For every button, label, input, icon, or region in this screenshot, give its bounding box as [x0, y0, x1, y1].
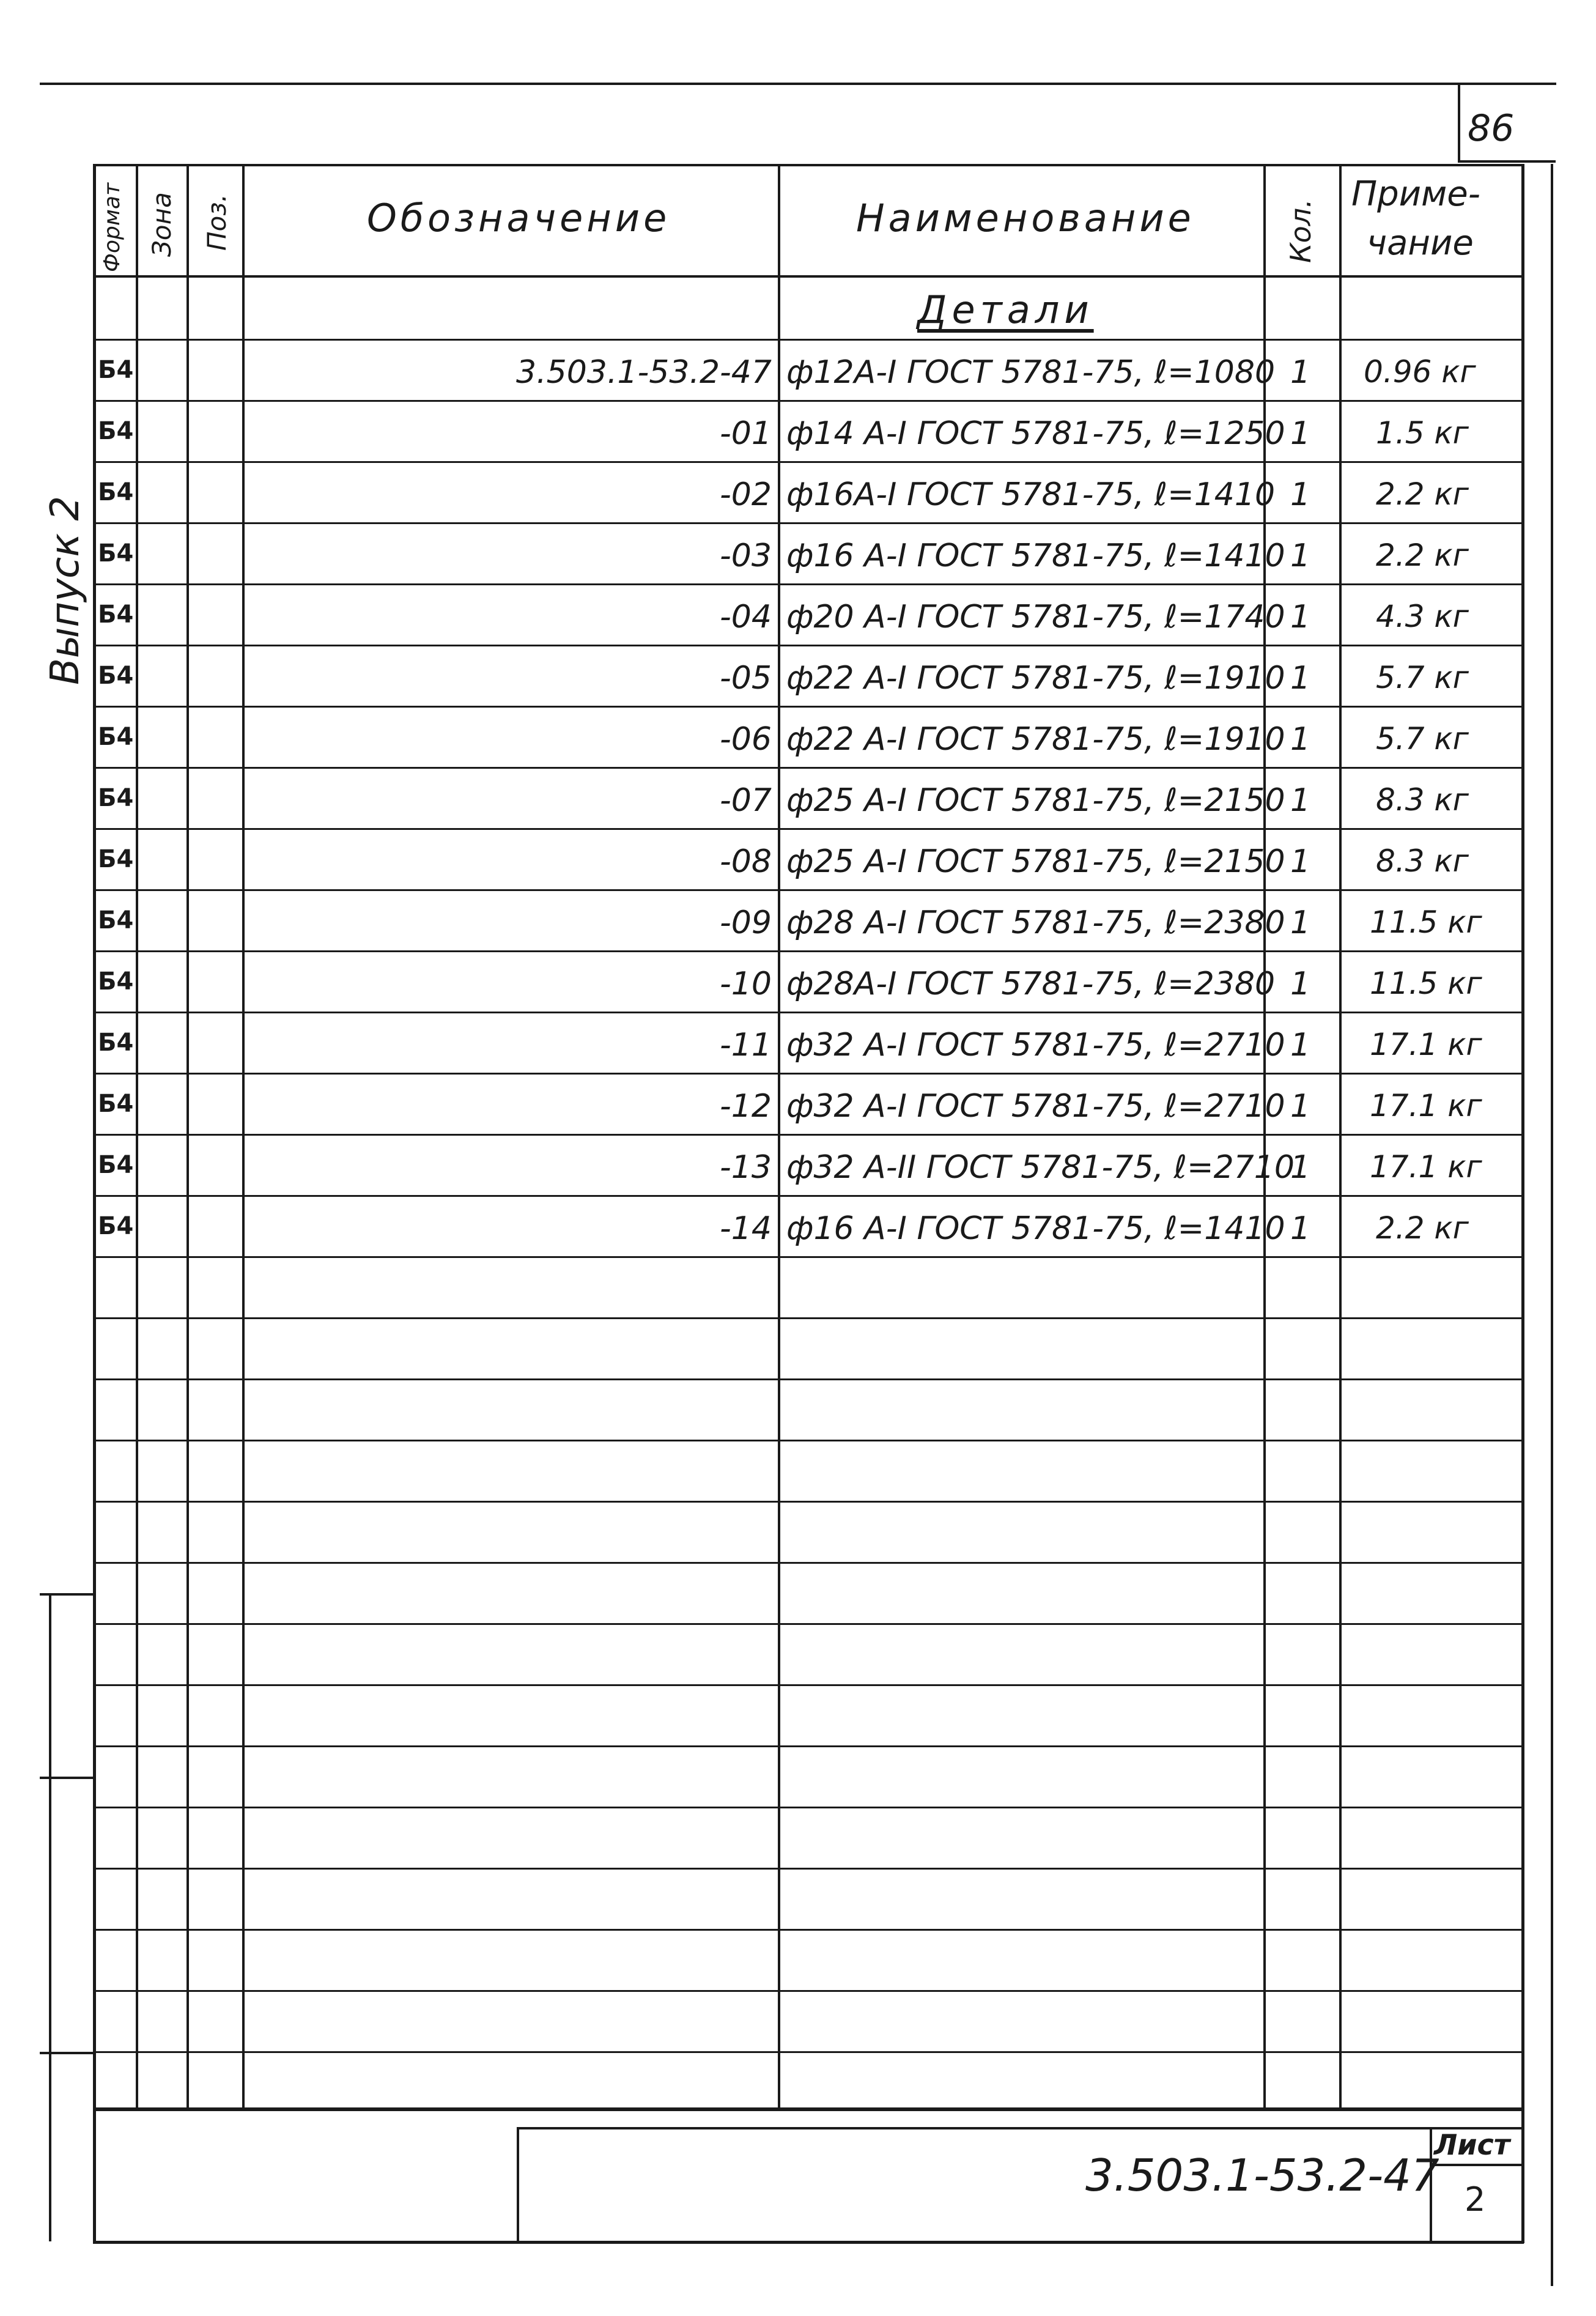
row-quantity: 1 [1290, 721, 1311, 758]
col-line-designation [778, 164, 780, 2109]
row-note: 2.2 кг [1376, 1210, 1469, 1246]
row-designation: -02 [720, 476, 772, 513]
row-designation: -07 [720, 782, 772, 819]
header-position: Поз. [202, 194, 232, 251]
page-number: 86 [1468, 107, 1515, 150]
row-format: Б4 [98, 662, 134, 690]
row-format: Б4 [98, 1151, 134, 1179]
row-format: Б4 [98, 845, 134, 873]
row-line [93, 1012, 1524, 1013]
row-note: 8.3 кг [1376, 843, 1469, 879]
row-line [93, 1868, 1524, 1870]
title-block-inner-left [517, 2127, 519, 2243]
row-line [93, 1990, 1524, 1992]
row-designation: -04 [720, 599, 772, 635]
page-number-box-left [1458, 83, 1460, 162]
row-format: Б4 [98, 784, 134, 812]
side-strip-line [40, 1777, 95, 1779]
row-designation: -10 [720, 966, 772, 1002]
row-line [93, 889, 1524, 891]
row-quantity: 1 [1290, 599, 1311, 635]
row-line [93, 1134, 1524, 1136]
row-quantity: 1 [1290, 1088, 1311, 1125]
sheet-label: Лист [1434, 2128, 1510, 2161]
row-line [93, 1317, 1524, 1319]
row-name: ф32 А-I ГОСТ 5781-75, ℓ=2710 [786, 1027, 1285, 1064]
row-line [93, 1684, 1524, 1686]
row-line [93, 522, 1524, 524]
col-line-quantity [1339, 164, 1342, 2109]
col-line-position [242, 164, 245, 2109]
col-line-zone [187, 164, 189, 2109]
row-line [93, 1501, 1524, 1503]
row-designation: -06 [720, 721, 772, 758]
row-line [93, 1745, 1524, 1747]
row-designation: -01 [720, 415, 772, 452]
row-quantity: 1 [1290, 1210, 1311, 1247]
row-line [93, 583, 1524, 585]
row-line [93, 645, 1524, 646]
row-line [93, 400, 1524, 402]
row-line [93, 1623, 1524, 1625]
row-line [93, 339, 1524, 341]
row-note: 11.5 кг [1370, 966, 1482, 1001]
row-format: Б4 [98, 417, 134, 445]
sheet-number: 2 [1465, 2180, 1486, 2219]
row-format: Б4 [98, 723, 134, 751]
row-note: 17.1 кг [1370, 1149, 1482, 1185]
frame-right-line [1521, 164, 1524, 2243]
row-name: ф16 А-I ГОСТ 5781-75, ℓ=1410 [786, 1210, 1285, 1247]
row-designation: -11 [720, 1027, 772, 1064]
row-line [93, 1195, 1524, 1197]
row-note: 17.1 кг [1370, 1027, 1482, 1062]
row-line [93, 1256, 1524, 1258]
col-line-format [136, 164, 138, 2109]
row-line [93, 1807, 1524, 1808]
row-designation: 3.503.1-53.2-47 [516, 354, 772, 391]
row-name: ф28А-I ГОСТ 5781-75, ℓ=2380 [786, 966, 1276, 1002]
row-line [93, 1378, 1524, 1380]
row-designation: -05 [720, 660, 772, 697]
row-note: 5.7 кг [1376, 660, 1469, 695]
title-block-inner-top [517, 2127, 1524, 2129]
row-format: Б4 [98, 1090, 134, 1118]
title-block-top-line [93, 2107, 1524, 2111]
row-quantity: 1 [1290, 660, 1311, 697]
header-name: Наименование [856, 196, 1195, 240]
row-designation: -03 [720, 538, 772, 574]
row-format: Б4 [98, 967, 134, 996]
row-format: Б4 [98, 1212, 134, 1240]
row-format: Б4 [98, 906, 134, 934]
side-strip-line [40, 2052, 95, 2054]
row-note: 8.3 кг [1376, 782, 1469, 818]
row-note: 11.5 кг [1370, 905, 1482, 940]
row-line [93, 706, 1524, 708]
outer-right-line [1551, 164, 1553, 2286]
row-quantity: 1 [1290, 966, 1311, 1002]
sheet-box-divider [1430, 2164, 1524, 2166]
row-format: Б4 [98, 478, 134, 506]
row-line [93, 767, 1524, 769]
row-designation: -13 [720, 1149, 772, 1186]
row-line [93, 828, 1524, 830]
row-designation: -14 [720, 1210, 772, 1247]
row-line [93, 1929, 1524, 1931]
row-line [93, 2051, 1524, 2053]
row-name: ф32 А-I ГОСТ 5781-75, ℓ=2710 [786, 1088, 1285, 1125]
header-designation: Обозначение [367, 196, 671, 240]
row-designation: -09 [720, 905, 772, 941]
side-label: Выпуск 2 [43, 495, 88, 685]
row-note: 4.3 кг [1376, 599, 1469, 634]
row-name: ф22 А-I ГОСТ 5781-75, ℓ=1910 [786, 660, 1285, 697]
section-title: Детали [917, 287, 1094, 332]
row-format: Б4 [98, 601, 134, 629]
row-note: 1.5 кг [1376, 415, 1469, 451]
row-quantity: 1 [1290, 1027, 1311, 1064]
side-strip-right [49, 1593, 51, 2241]
top-border-line [40, 83, 1556, 85]
row-name: ф12А-I ГОСТ 5781-75, ℓ=1080 [786, 354, 1276, 391]
row-designation: -12 [720, 1088, 772, 1125]
row-format: Б4 [98, 1029, 134, 1057]
header-quantity: Кол. [1284, 199, 1317, 263]
row-quantity: 1 [1290, 843, 1311, 880]
row-line [93, 1440, 1524, 1441]
row-note: 2.2 кг [1376, 476, 1469, 512]
row-quantity: 1 [1290, 1149, 1311, 1186]
row-format: Б4 [98, 356, 134, 384]
row-line [93, 1562, 1524, 1564]
header-note-line2: чание [1367, 223, 1474, 263]
side-strip-line [40, 1593, 95, 1596]
row-line [93, 1073, 1524, 1075]
frame-top-line [93, 164, 1524, 166]
frame-left-line [93, 164, 96, 2243]
header-format: Формат [100, 182, 125, 272]
row-name: ф25 А-I ГОСТ 5781-75, ℓ=2150 [786, 843, 1285, 880]
row-name: ф25 А-I ГОСТ 5781-75, ℓ=2150 [786, 782, 1285, 819]
frame-bottom-line [93, 2241, 1524, 2244]
header-zone: Зона [147, 192, 177, 257]
row-quantity: 1 [1290, 476, 1311, 513]
row-note: 0.96 кг [1364, 354, 1476, 390]
row-line [93, 950, 1524, 952]
page-number-box-bottom [1458, 160, 1556, 163]
document-code: 3.503.1-53.2-47 [1085, 2150, 1439, 2201]
row-name: ф22 А-I ГОСТ 5781-75, ℓ=1910 [786, 721, 1285, 758]
row-name: ф28 А-I ГОСТ 5781-75, ℓ=2380 [786, 905, 1285, 941]
row-note: 5.7 кг [1376, 721, 1469, 757]
row-quantity: 1 [1290, 782, 1311, 819]
row-designation: -08 [720, 843, 772, 880]
row-format: Б4 [98, 539, 134, 568]
row-line [93, 461, 1524, 463]
col-line-name [1263, 164, 1266, 2109]
row-note: 2.2 кг [1376, 538, 1469, 573]
row-name: ф14 А-I ГОСТ 5781-75, ℓ=1250 [786, 415, 1285, 452]
row-quantity: 1 [1290, 538, 1311, 574]
row-name: ф16 А-I ГОСТ 5781-75, ℓ=1410 [786, 538, 1285, 574]
row-quantity: 1 [1290, 905, 1311, 941]
row-note: 17.1 кг [1370, 1088, 1482, 1123]
row-quantity: 1 [1290, 415, 1311, 452]
row-name: ф16А-I ГОСТ 5781-75, ℓ=1410 [786, 476, 1276, 513]
header-note-line1: Приме- [1351, 174, 1480, 214]
header-bottom-line [93, 275, 1524, 278]
row-quantity: 1 [1290, 354, 1311, 391]
row-name: ф20 А-I ГОСТ 5781-75, ℓ=1740 [786, 599, 1285, 635]
row-name: ф32 А-II ГОСТ 5781-75, ℓ=2710 [786, 1149, 1295, 1186]
